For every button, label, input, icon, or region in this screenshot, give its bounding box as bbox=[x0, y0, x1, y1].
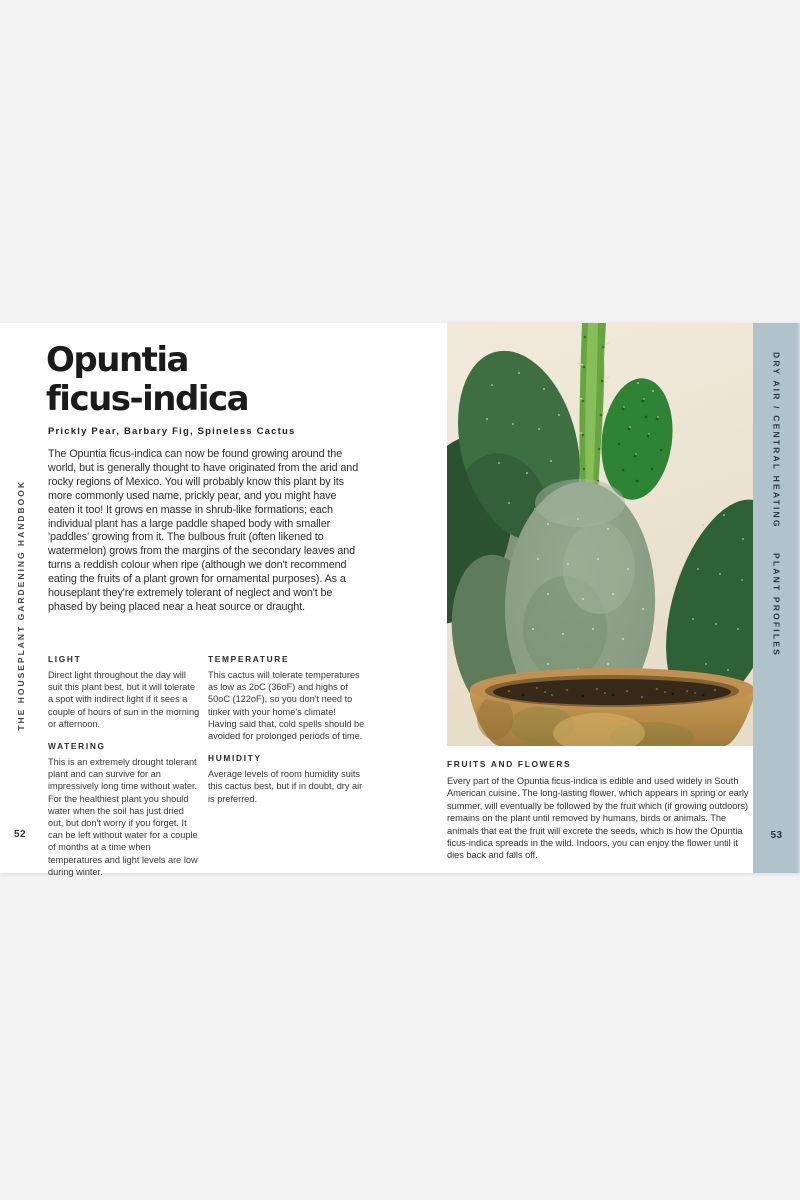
book-spread bbox=[0, 323, 800, 877]
fruits-and-flowers-section bbox=[447, 759, 749, 862]
potting-soil bbox=[493, 679, 731, 705]
section-body-light: Direct light throughout the day will suit this plant best, but it will tolerate a spot with indirect light if it sees a couple of hours of sun in the morning or afternoon. bbox=[48, 670, 200, 729]
care-column-left bbox=[48, 653, 201, 878]
page-number-left: 52 bbox=[14, 829, 27, 840]
running-title-text: THE HOUSEPLANT GARDENING HANDBOOK bbox=[16, 479, 26, 731]
plant-title bbox=[46, 341, 248, 419]
left-margin-running-title bbox=[11, 479, 31, 731]
band-label-conditions: DRY AIR / CENTRAL HEATING bbox=[771, 352, 782, 529]
section-body-fruits-and-flowers: Every part of the Opuntia ficus-indica is edible and used widely in South American cuisine. The long-lasting flower, which appears in spring or early summer, will eventually be followed by the fruit which (if growing outdoors) remains on the plant until removed by humans, birds or animals. The animals that eat the fruit will excrete the seeds, which is how the Opuntia ficus-indica spreads in the wild. Indoors, you can enjoy the flower until it dies back and falls off. bbox=[447, 776, 749, 861]
plant-intro-paragraph: The Opuntia ficus-indica can now be found growing around the world, but is generally thought to have originated from the arid and rocky regions of Mexico. You will probably know this plant by its more commonly used name, prickly pear, and you might have eaten it too! It grows en masse in shrub-like formations; each individual plant has a large paddle shaped body with smaller 'paddles' growing from it. The bulbous fruit (often likened to watermelon) grows from the margins of the secondary leaves and turns a reddish colour when ripe (although we don't recommend eating the fruits of a plant grown for ornamental purposes). As a houseplant they're extremely tolerant of neglect and won't be phased by being placed near a heat source or draught. bbox=[48, 448, 359, 613]
category-band bbox=[753, 323, 800, 873]
section-body-watering: This is an extremely drought tolerant plant and can survive for an impressively long time without water. For the healthiest plant you should water when the soil has just dried out, but don't worry if you forget. It can be left without water for a couple of months at a time when temperatures and light levels are low during winter. bbox=[48, 757, 198, 877]
section-heading-temperature: TEMPERATURE bbox=[208, 654, 290, 664]
band-label-section: PLANT PROFILES bbox=[771, 553, 782, 657]
care-column-right bbox=[208, 653, 365, 878]
cactus-illustration bbox=[447, 323, 753, 746]
section-body-humidity: Average levels of room humidity suits this cactus best, but if in doubt, dry air is preferred. bbox=[208, 769, 363, 804]
cactus-photo bbox=[447, 323, 753, 746]
plant-title-line1: Opuntia bbox=[46, 340, 189, 380]
section-heading-light: LIGHT bbox=[48, 654, 82, 664]
plant-title-line2: ficus-indica bbox=[46, 379, 249, 419]
section-heading-humidity: HUMIDITY bbox=[208, 753, 262, 764]
section-heading-watering: WATERING bbox=[48, 741, 106, 752]
plant-common-names: Prickly Pear, Barbary Fig, Spineless Cactus bbox=[48, 426, 296, 437]
section-heading-fruits-and-flowers: FRUITS AND FLOWERS bbox=[447, 759, 572, 769]
section-body-temperature: This cactus will tolerate temperatures as low as 2oC (36oF) and highs of 50oC (122oF), so you don't need to tinker with your home's climate! Having said that, cold spells should be avoided for prolonged periods of time. bbox=[208, 670, 365, 742]
care-columns bbox=[48, 653, 365, 878]
page-number-right: 53 bbox=[770, 830, 783, 841]
